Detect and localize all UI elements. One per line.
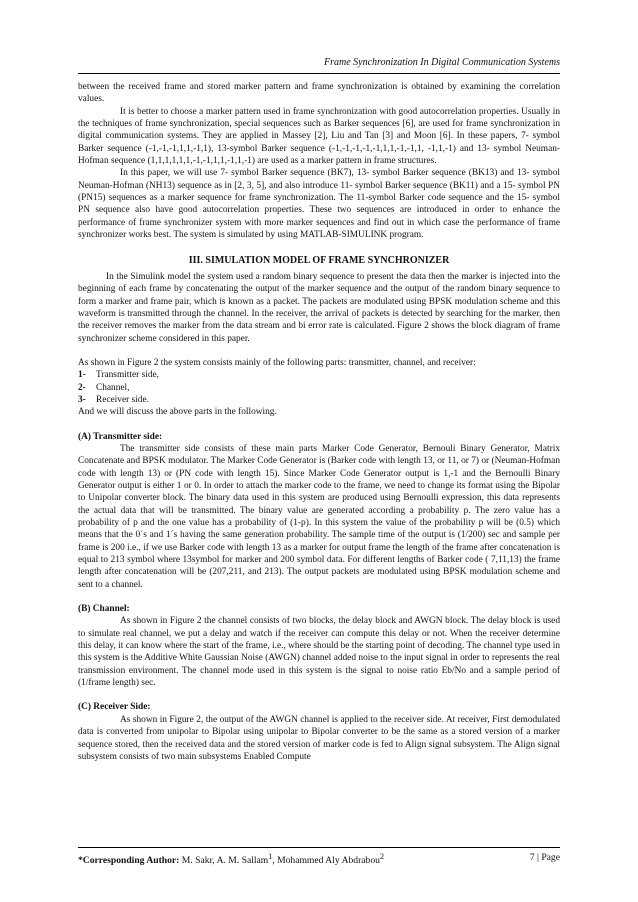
corresponding-author-label: *Corresponding Author: xyxy=(78,855,180,867)
spacer xyxy=(78,591,560,603)
footer-rule xyxy=(78,847,560,848)
paragraph-correlation: between the received frame and stored marker pattern and frame synchronization is obtained by examining the correlation values. xyxy=(78,82,560,105)
affiliation-mark-1: 1 xyxy=(268,852,273,861)
list-item xyxy=(78,382,560,394)
list-number: 1- xyxy=(78,370,86,381)
header-rule xyxy=(78,73,560,74)
paragraph-marker-pattern: It is better to choose a marker pattern used in frame synchronization with good autocorrelation properties. Usually in the techniques of frame synchronization, special sequences such as Barker sequences [6], are used for frame synchronization in digital communication systems. They are applied in Massey [2], Liu and Tan [3] and Moon [6]. In these papers, 7- symbol Barker sequence (-1,-1,-1,1,1,-1,1), 13-symbol Barker sequence (-1,-1,-1,-1,-1,1,1,-1,-1,1, -1,1,-1) and 13- symbol Neuman-Hofman sequence (1,1,1,1,1,1,-1,-1,1,1,-1,1,-1) are used as a marker pattern in frame structures. xyxy=(78,106,560,167)
footer xyxy=(78,852,560,866)
list-text: Transmitter side, xyxy=(96,370,159,381)
list-item xyxy=(78,369,560,381)
section-title: III. SIMULATION MODEL OF FRAME SYNCHRONIZER xyxy=(188,255,450,267)
paragraph-system-parts: As shown in Figure 2 the system consists mainly of the following parts: transmitter, channel, and receiver: xyxy=(78,357,476,368)
paragraph-simulink-model: In the Simulink model the system used a random binary sequence to present the data then the marker is injected into the beginning of each frame by concatenating the output of the marker sequence and the output of the random binary sequence to form a marker and frame pair, which is known as a packet. The packets are modulated using BPSK modulation scheme and this waveform is transmitted through the channel. In the receiver, the arrival of packets is detected by searching for the marker, then the receiver removes the marker from the data stream and bi error rate is calculated. Figure 2 shows the block diagram of frame synchronizer scheme considered in this paper. xyxy=(78,271,560,344)
list-number: 3- xyxy=(78,394,86,405)
author-names-b: , Mohammed Aly Abdrabou xyxy=(272,855,380,867)
spacer xyxy=(78,241,560,253)
spacer xyxy=(78,689,560,701)
spacer xyxy=(78,345,560,357)
list-text: Channel, xyxy=(96,382,130,393)
paragraph-receiver: As shown in Figure 2, the output of the AWGN channel is applied to the receiver side. At receiver, First demodulated data is converted from unipolar to Bipolar using unipolar to Bipolar converter to be the same as a stored version of a marker sequence stored, then the received data and the stored version of marker code is fed to Align signal subsystem. The Align signal subsystem consists of two main subsystems Enabled Compute xyxy=(78,714,560,762)
subheading-receiver: (C) Receiver Side: xyxy=(78,702,151,713)
body-text xyxy=(78,81,560,763)
subheading-transmitter: (A) Transmitter side: xyxy=(78,431,163,442)
page-number: 7 | Page xyxy=(529,852,560,863)
list-item xyxy=(78,394,560,406)
paragraph-discuss: And we will discuss the above parts in the following. xyxy=(78,407,277,418)
list-number: 2- xyxy=(78,382,86,393)
paragraph-sequences: In this paper, we will use 7- symbol Barker sequence (BK7), 13- symbol Barker sequence (BK13) and 13- symbol Neuman-Hofman (NH13) sequence as in [2, 3, 5], and also introduce 11- symbol Barker sequence (BK11) and a 15- symbol PN (PN15) sequences as a marker sequence for frame synchronization. The 11-symbol Barker code sequence and the 15- symbol PN sequence also have good autocorrelation properties. These two sequences are introduced in order to enhance the performance of frame synchronizer system with more marker sequences and find out in which case the performance of frame synchronizer works best. The system is simulated by using MATLAB-SIMULINK program. xyxy=(78,168,560,241)
affiliation-mark-2: 2 xyxy=(379,852,384,861)
paragraph-channel: As shown in Figure 2 the channel consists of two blocks, the delay block and AWGN block. The delay block is used to simulate real channel, we put a delay and watch if the receiver can compute this delay or not. When the receiver determine this delay, it can know where the start of the frame, i.e., where should be the starting point of decoding. The channel type used in this system is the Additive White Gaussian Noise (AWGN) channel added noise to the input signal in order to represents the real transmission environment. The channel mode used in this system is the signal to noise ratio Eb/No and a sample period of (1/frame length) sec. xyxy=(78,616,560,689)
author-names-a: M. Sakr, A. M. Sallam xyxy=(181,855,269,867)
spacer xyxy=(78,419,560,431)
subheading-channel: (B) Channel: xyxy=(78,604,130,615)
corresponding-author xyxy=(78,852,384,866)
list-text: Receiver side. xyxy=(96,394,149,405)
paragraph-transmitter: The transmitter side consists of these main parts Marker Code Generator, Bernouli Binary Generator, Matrix Concatenate and BPSK modulator. The Marker Code Generator is (Barker code with length 13, or 11, or 7) or (Neuman-Hofman code with length 13) or (PN code with length 15). Since Marker Code Generator output is 1,-1 and the Bernoulli Binary Generator output is either 1 or 0. In order to attach the marker code to the frame, we need to change its format using the Bipolar to Unipolar converter block. The binary data used in this system are produced using Bernoulli expression, this data represents the actual data that will be transmitted. The binary value are generated according a probability p. The zero value has a probability of p and the one value has a probability of (1-p). In this system the value of the probability p will be (0.5) which means that the 0´s and 1´s having the same generation probability. The sample time of the output is (1/200) sec and sample per frame is 200 i.e., if we use Barker code with length 13 as a marker for output frame the length of the frame after concatenation is equal to 213 symbol where 13symbol for marker and 200 symbol data. For different lengths of Barker code ( 7,11,13) the frame length after concatenation will be (207,211, and 213). The output packets are modulated using BPSK modulation scheme and sent to a channel. xyxy=(78,443,560,590)
running-title: Frame Synchronization In Digital Communication Systems xyxy=(324,57,560,68)
